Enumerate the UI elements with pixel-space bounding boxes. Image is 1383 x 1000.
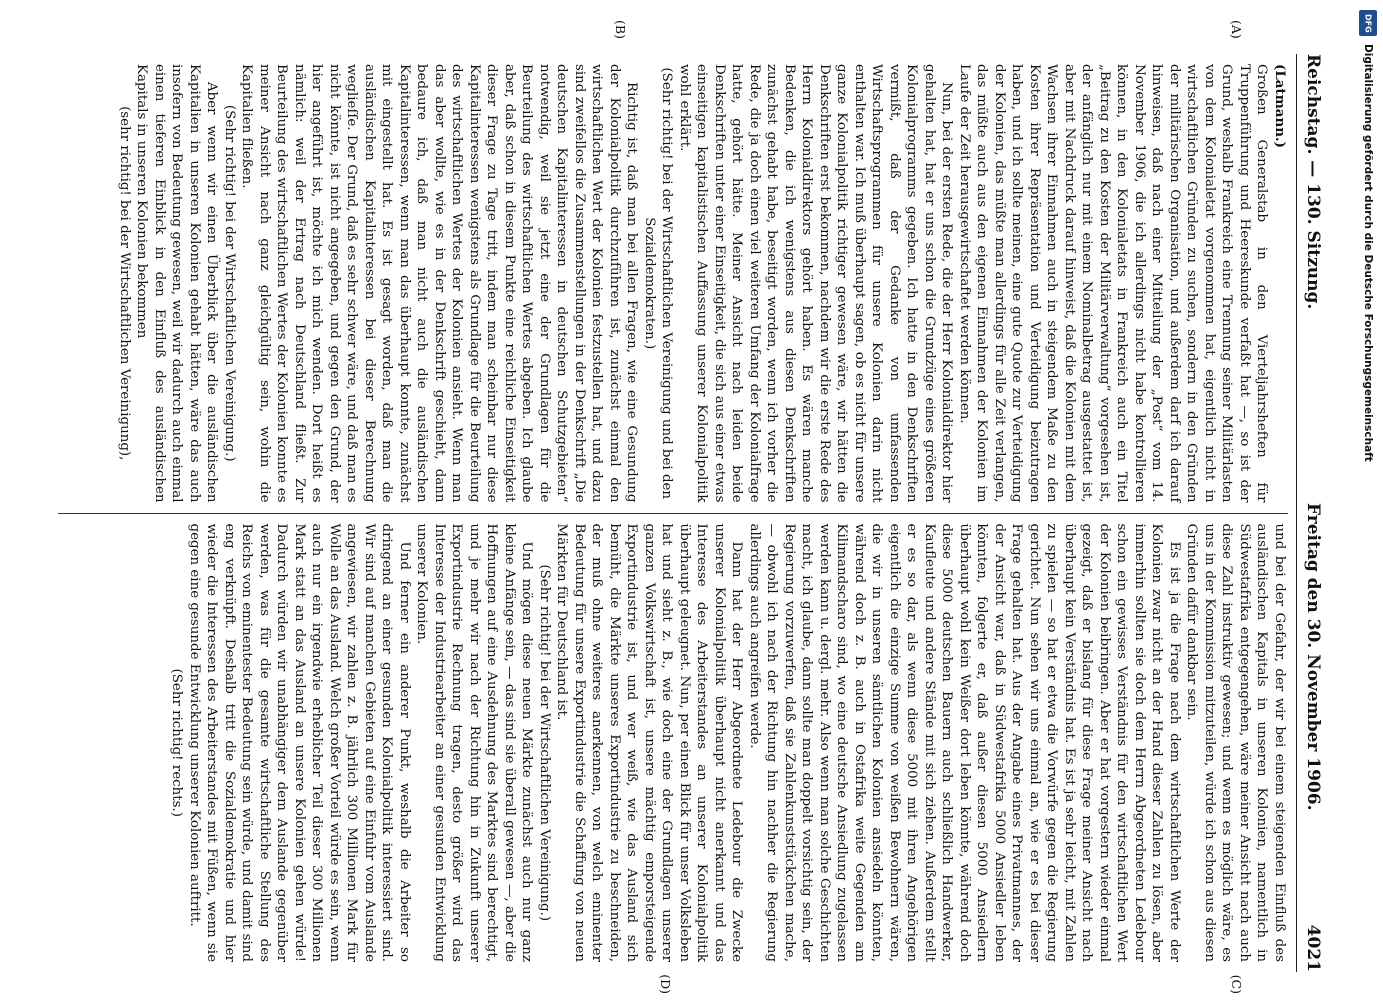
- paragraph: Großen Generalstab in den Vierteljahrsheften für Truppenführung und Heereskunde verfaßt hat —, so ist der Grund, weshalb Frankreich eine Trennung seiner Militärlasten von dem Kolonialetat vorgenommen hat, eigentlich nicht in wirtschaftlichen Gründen zu suchen, sondern in den Gründen der militärischen Organisation, und außerdem darf ich darauf hinweisen, daß nach einer Mitteilung der „Post“ vom 14. November 1906, die ich allerdings nicht habe kontrollieren können, in den Kolonialetats in Frankreich auch ein Titel „Beitrag zu den Kosten der Militärverwaltung“ vorgesehen ist, der anfänglich nur mit einem Nominalbetrag ausgestattet ist, aber mit Nachdruck darauf hinweist, daß die Kolonien mit dem Wachsen ihrer Einnahmen auch in steigendem Maße zu den Kosten ihrer Repräsentation und Verteidigung beizutragen haben, und ich sollte meinen, eine gute Quote zur Verteidigung der Kolonien, das müßte man allerdings für alle Zeit verlangen, das müßte auch aus den eigenen Einnahmen der Kolonien im Laufe der Zeit herausgewirtschaftet werden können.: [957, 64, 1270, 503]
- interjection: (Sehr richtig! rechts.): [169, 668, 185, 817]
- paragraph: Es ist ja die Frage nach dem wirtschaftlichen Werte der Kolonien zwar nicht an der Hand dieser Zahlen zu lösen, aber immerhin sollten sie doch dem Herrn Abgeordneten Ledebour schon ein gewisses Verständnis für den wirtschaftlichen Wert der Kolonien beibringen. Aber er hat vorgestern wieder einmal gezeigt, daß er bislang für diese Frage meiner Ansicht nach überhaupt kein Verständnis hat. Es ist ja sehr leicht, mit Zahlen zu spielen — so hat er etwa die Vorwürfe gegen die Regierung gerichtet. Nun sehen wir uns einmal an, wie er es bei dieser Frage gehalten hat. Aus der Angabe eines Privatmannes, der der Ansicht war, daß in Südwestafrika 5000 Ansiedler leben könnten, folgerte er, daß außer diesen 5000 Ansiedlern überhaupt wohl kein Weißer dort leben könnte, während doch diese 5000 deutschen Bauern auch schließlich Handwerker, Kaufleute und andere Stände mit sich ziehen. Außerdem stellt er es so dar, als wenn diese 5000 mit ihren Angehörigen eigentlich die einzige Summe von weißen Bewohnern wären, die wir in unseren sämtlichen Kolonien ansiedeln könnten, während doch z. B. auch in Ostafrika weite Gegenden am Kilimandscharo sind, wo eine deutsche Ansiedlung zugelassen werden kann u. dergl. mehr. Also wenn man solche Geschichten macht, ich glaube, dann sollte man doppelt vorsichtig sein, der Regierung vorzuwerfen, daß sie Zahlenkunststückchen mache, — obwohl ich nach der Richtung hin nachher die Regierung allerdings auch angreifen werde.: [747, 523, 1182, 962]
- paragraph: und bei der Gefahr, der wir bei einem steigenden Einfluß des ausländischen Kapitals in unseren Kolonien, namentlich in Südwestafrika entgegengehen, wäre meiner Ansicht nach auch diese Zahl instruktiv gewesen; und wenn es möglich wäre, es uns in der Kommission mitzuteilen, würde ich schon aus diesen Gründen dafür dankbar sein.: [1184, 523, 1287, 962]
- digitization-footer: [1356, 10, 1380, 990]
- margin-marker-d: (D): [658, 974, 673, 994]
- left-column: [58, 54, 1288, 513]
- text-columns: [58, 20, 1288, 994]
- paragraph: Und mögen diese neuen Märkte zunächst auch nur ganz kleine Anfänge sein, — das sind sie überall gewesen —, aber die Hoffnungen auf eine Ausdehnung des Marktes sind berechtigt, und je mehr wir nach der Richtung hin in Zukunft unserer Exportindustrie Rechnung tragen, desto größer wird das Interesse der Industriearbeiter an einer gesunden Entwicklung unserer Kolonien.: [414, 523, 535, 962]
- interjection: (Sehr richtig! bei der Wirtschaftlichen Vereinigung.): [537, 564, 552, 922]
- digitization-credit: Digitalisierung gefördert durch die Deutsche Forschungsgemeinschaft: [1362, 44, 1374, 462]
- speaker-name: (Latmann.): [1272, 64, 1288, 148]
- page-header: [1296, 54, 1323, 972]
- paragraph: Aber wenn wir einen Überblick über die ausländischen Kapitalien in unseren Kolonien gehabt hätten, wäre das auch insofern von Bedeutung gewesen, weil wir dadurch auch einmal einen tieferen Einblick in den Einfluß des ausländischen Kapitals in unseren Kolonien bekommen: [134, 64, 220, 503]
- header-date: Freitag den 30. November 1906.: [1303, 503, 1323, 811]
- paragraph: Dann hat der Herr Abgeordnete Ledebour die Zwecke unserer Kolonialpolitik überhaupt nicht anerkannt und das Interesse des Arbeiterstandes an unserer Kolonialpolitik überhaupt geleugnet. Nun, per einen Blick für unser Volksleben hat und sieht z. B., wie doch eine der Grundlagen unserer ganzen Volkswirtschaft ist, unsere mächtig emporsteigende Exportindustrie ist, und wer weiß, wie das Ausland sich bemüht, die Märkte unseres Exportindustrie zu beschneiden, der muß ohne weiteres anerkennen, von welch eminenter Bedeutung für unsere Exportindustrie die Schaffung von neuen Märkten für Deutschland ist.: [554, 523, 745, 962]
- page-number: 4021: [1303, 924, 1323, 972]
- interjection: (Sehr richtig! bei der Wirtschaftlichen Vereinigung.): [222, 104, 237, 462]
- paragraph: Richtig ist, daß man bei allen Fragen, wie eine Gesundung der Kolonialpolitik durchzuführen ist, zunächst einmal den wirtschaftlichen Wert der Kolonien festzustellen hat, und dazu sind zweifellos die Zusammenstellungen in der Denkschrift „Die deutschen Kapitalinteressen in deutschen Schutzgebieten“ notwendig, weil sie jetzt eine der Grundlagen für die Beurteilung des wirtschaftlichen Wertes abgeben. Ich glaube aber, daß schon in diesem Punkte eine reichliche Einseitigkeit dieser Frage zu Tage tritt, indem man scheinbar nur diese Kapitalinteressen wenigstens als Grundlage für die Beurteilung des wirtschaftlichen Wertes der Kolonien ansieht. Wenn man das aber wollte, wie es in der Denkschrift geschieht, dann bedaure ich, daß man nicht auch die ausländischen Kapitalinteressen, wenn man das überhaupt konnte, zunächst mit eingestellt hat. Es ist gesagt worden, daß man die ausländischen Kapitalinteressen bei dieser Berechnung weglieſſe. Der Grund, daß es sehr schwer wäre, und daß man es nicht könnte, ist nicht angegeben, und gegen den Grund, der hier angeführt ist, möchte ich mich wenden. Dort heißt es nämlich: weil der Ertrag nach Deutschland fließt. Zur Beurteilung des wirtschaftlichen Wertes der Kolonien konnte es meiner Ansicht nach ganz gleichgültig sein, wohin die Kapitalien fließen.: [239, 64, 640, 503]
- paragraph: Und ferner ein anderer Punkt, weshalb die Arbeiter so dringend an einer gesunden Kolonialpolitik interessiert sind. Wir sind auf manchen Gebieten auf eine Einfuhr vom Auslande angewiesen, wir zahlen z. B. jährlich 300 Millionen Mark für Wolle an das Ausland. Welch großer Vorteil würde es sein, wenn auch nur ein irgendwie erheblicher Teil dieser 300 Millionen Mark statt an das Ausland an unsere Kolonien gehen würde! Dadurch würden wir unabhängiger dem Auslande gegenüber werden, was für die gesamte wirtschaftliche Stellung des Reichs von eminentester Bedeutung sein würde, und damit sind eng verknüpft. Deshalb tritt die Sozialdemokratie und hier wieder die Interessen des Arbeiterstandes mit Füßen, wenn sie gegen eine gesunde Entwicklung unserer Kolonien auftritt.: [187, 523, 412, 962]
- header-session: Reichstag. — 130. Sitzung.: [1303, 54, 1323, 310]
- margin-marker-b: (B): [613, 20, 628, 39]
- interjection: (sehr richtig! bei der Wirtschaftlichen Vereinigung),: [117, 106, 132, 461]
- interjection: (Sehr richtig! bei der Wirtschaftlichen Vereinigung und bei den Sozialdemokraten.): [642, 67, 675, 500]
- margin-marker-c: (C): [1229, 974, 1244, 994]
- margin-marker-a: (A): [1229, 20, 1244, 39]
- dfg-logo: DFG: [1359, 10, 1377, 36]
- right-column: [58, 513, 1288, 973]
- paragraph: Nun, bei der ersten Rede, die der Herr Kolonialdirektor hier gehalten hat, hat er uns schon die Grundzüge eines größeren Kolonialprogramms gegeben. Ich hatte in den Denkschriften vermißt, daß der Gedanke von umfassenden Wirtschaftsprogrammen für unsere Kolonien darin nicht enthalten war. Ich muß überhaupt sagen, ob es nicht für unsere ganze Kolonialpolitik richtiger gewesen wäre, wir hätten die Denkschriften erst bekommen, nachdem wir die erste Rede des Herrn Kolonialdirektors gehört haben. Es wären manche Bedenken, die ich wenigstens aus diesen Denkschriften zunächst gehabt habe, beseitigt worden, wenn ich vorher die Rede, die ja doch einen viel weiteren Umfang der Kolonialfrage hatte, gehört hätte. Meiner Ansicht nach leiden beide Denkschriften unter einer Einseitigkeit, die sich aus einer etwas einseitigen kapitalistischen Auffassung unserer Kolonialpolitik wohl erklärt.: [677, 64, 955, 503]
